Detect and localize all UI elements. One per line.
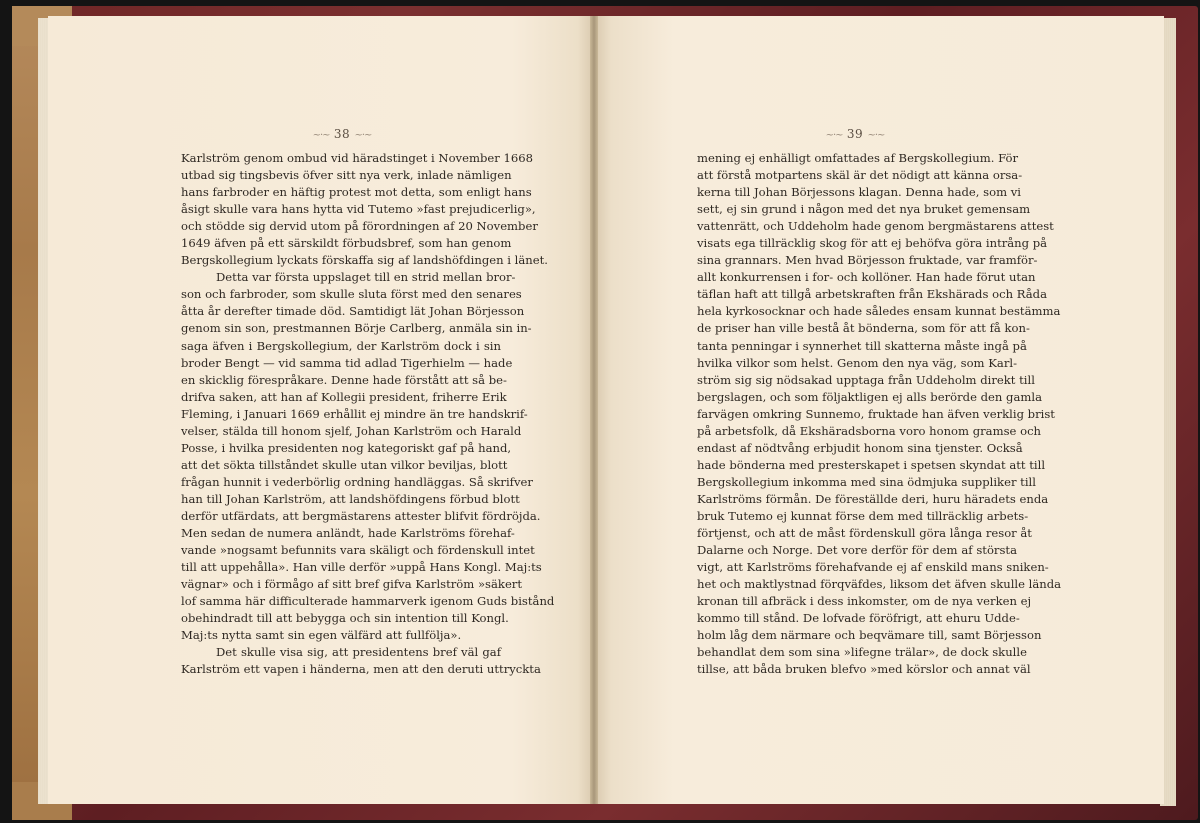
text-line: drifva saken, att han af Kollegii president, friherre Erik — [181, 389, 507, 404]
ornament-left: ~·~ — [825, 130, 843, 141]
text-line: Bergskollegium lyckats förskaffa sig af landshöfdingen i länet. — [181, 253, 548, 268]
text-line: mening ej enhälligt omfattades af Bergskollegium. För — [697, 151, 1019, 165]
text-line: täflan haft att tillgå arbetskraften från Ekshärads och Råda — [697, 287, 1047, 302]
text-line: derför utfärdats, att bergmästarens attester blifvit fördröjda. — [181, 508, 541, 523]
text-line: Detta var första uppslaget till en strid mellan bror- — [216, 270, 516, 285]
text-line: kerna till Johan Börjessons klagan. Denna hade, som vi — [697, 185, 1022, 200]
text-line: frågan hunnit i vederbörlig ordning handläggas. Så skrifver — [181, 474, 533, 489]
text-line: visats ega tillräcklig skog för att ej behöfva göra intrång på — [697, 236, 1048, 251]
text-line: kronan till afbräck i dess inkomster, om de nya verken ej — [697, 594, 1032, 609]
text-line: hans farbroder en häftig protest mot detta, som enligt hans — [181, 185, 532, 200]
text-line: sina grannars. Men hvad Börjesson fruktade, var framför- — [697, 253, 1038, 268]
text-line: son och farbroder, som skulle sluta först med den senares — [181, 287, 522, 302]
text-line: åsigt skulle vara hans hytta vid Tutemo »fast prejudicerlig», — [181, 202, 536, 217]
text-line: de priser han ville bestå åt bönderna, som för att få kon- — [697, 321, 1030, 336]
text-line: förtjenst, och att de måst fördenskull göra långa resor åt — [697, 526, 1032, 541]
text-line: bruk Tutemo ej kunnat förse dem med tillräcklig arbets- — [697, 508, 1029, 523]
text-line: ström sig sig nödsakad upptaga från Uddeholm direkt till — [697, 372, 1035, 387]
text-line: vande »nogsamt befunnits vara skäligt och fördenskull intet — [181, 543, 535, 558]
text-line: allt konkurrensen i for- och kollöner. Han hade förut utan — [697, 270, 1036, 285]
left-page-number-header — [282, 127, 402, 141]
left-page-body-text — [181, 150, 555, 678]
text-line: och stödde sig dervid utom på förordningen af 20 November — [181, 219, 538, 234]
right-page-body-text — [697, 150, 1062, 678]
text-line: till att uppehålla». Han ville derför »uppå Hans Kongl. Maj:ts — [181, 560, 542, 575]
text-line: Posse, i hvilka presidenten nog kategoriskt gaf på hand, — [181, 440, 512, 455]
text-line: obehindradt till att bebygga och sin intention till Kongl. — [181, 611, 509, 626]
text-line: Karlström genom ombud vid häradstinget i November 1668 — [181, 151, 533, 165]
ornament-right: ~·~ — [354, 130, 372, 141]
text-line: Fleming, i Januari 1669 erhållit ej mindre än tre handskrif- — [181, 406, 528, 421]
text-line: hvilka vilkor som helst. Genom den nya väg, som Karl- — [697, 355, 1017, 370]
text-line: kommo till stånd. De lofvade föröfrigt, att ehuru Udde- — [697, 611, 1020, 626]
text-line: på arbetsfolk, då Ekshäradsborna voro honom gramse och — [697, 423, 1042, 438]
text-line: Det skulle visa sig, att presidentens bref väl gaf — [216, 645, 501, 660]
text-line: Karlström ett vapen i händerna, men att den deruti uttryckta — [181, 662, 541, 677]
text-line: endast af nödtvång erbjudit honom sina tjenster. Också — [697, 440, 1023, 455]
text-line: utbad sig tingsbevis öfver sitt nya verk, inlade nämligen — [181, 168, 512, 183]
text-line: 1649 äfven på ett särskildt förbudsbref, som han genom — [181, 236, 512, 251]
text-line: het och maktlystnad förqväfdes, liksom det äfven skulle lända — [697, 577, 1062, 592]
text-line: lof samma här difficulterade hammarverk igenom Guds bistånd — [181, 594, 555, 609]
right-page-number: 39 — [846, 127, 864, 141]
text-line: vägnar» och i förmågo af sitt bref gifva Karlström »säkert — [181, 577, 523, 592]
text-line: tanta penningar i synnerhet till skatterna måste ingå på — [697, 338, 1027, 353]
book-gutter — [590, 16, 598, 804]
text-line: sett, ej sin grund i någon med det nya bruket gemensam — [697, 202, 1031, 217]
text-line: holm låg dem närmare och beqvämare till, samt Börjesson — [697, 628, 1042, 643]
right-page-number-header — [795, 127, 915, 141]
text-line: en skicklig förespråkare. Denne hade förstått att så be- — [181, 372, 507, 387]
text-line: Maj:ts nytta samt sin egen välfärd att fullfölja». — [181, 628, 462, 643]
ornament-left: ~·~ — [312, 130, 330, 141]
text-line: saga äfven i Bergskollegium, der Karlström dock i sin — [181, 338, 501, 353]
text-line: han till Johan Karlström, att landshöfdingens förbud blott — [181, 491, 520, 506]
text-line: Dalarne och Norge. Det vore derför för dem af största — [697, 543, 1017, 558]
text-line: åtta år derefter timade död. Samtidigt lät Johan Börjesson — [181, 304, 525, 319]
text-line: bergslagen, och som följaktligen ej alls berörde den gamla — [697, 389, 1042, 404]
text-line: broder Bengt — vid samma tid adlad Tigerhielm — hade — [181, 355, 513, 370]
text-line: Bergskollegium inkomma med sina ödmjuka suppliker till — [697, 474, 1036, 489]
text-line: vigt, att Karlströms förehafvande ej af enskild mans sniken- — [697, 560, 1049, 575]
text-line: att det sökta tillståndet skulle utan vilkor beviljas, blott — [181, 457, 508, 472]
text-line: farvägen omkring Sunnemo, fruktade han äfven verklig brist — [697, 406, 1055, 421]
text-line: hade bönderna med presterskapet i spetsen skyndat att till — [697, 457, 1046, 472]
text-line: tillse, att båda bruken blefvo »med körslor och annat väl — [697, 662, 1031, 677]
text-line: Karlströms förmån. De föreställde deri, huru häradets enda — [697, 491, 1049, 506]
text-line: genom sin son, prestmannen Börje Carlberg, anmäla sin in- — [181, 321, 532, 336]
text-line: vattenrätt, och Uddeholm hade genom bergmästarens attest — [697, 219, 1054, 234]
left-page-number: 38 — [333, 127, 351, 141]
text-line: Men sedan de numera anländt, hade Karlströms förehaf- — [181, 526, 515, 541]
text-line: hela kyrkosocknar och hade således ensam kunnat bestämma — [697, 304, 1061, 319]
text-line: velser, stälda till honom sjelf, Johan Karlström och Harald — [181, 423, 522, 438]
text-line: att förstå motpartens skäl är det nödigt att känna orsa- — [697, 168, 1023, 183]
text-line: behandlat dem som sina »lifegne trälar», de dock skulle — [697, 645, 1027, 660]
ornament-right: ~·~ — [867, 130, 885, 141]
